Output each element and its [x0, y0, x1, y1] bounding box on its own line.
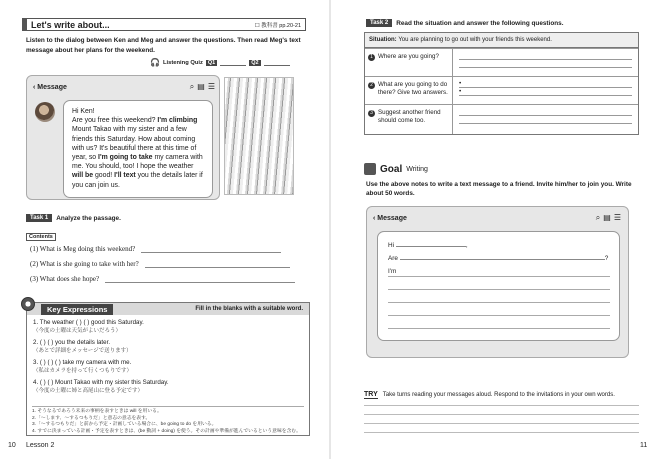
letter-greeting	[388, 242, 468, 249]
question-text: (1) What is Meg doing this weekend?	[30, 245, 136, 253]
question-row	[30, 260, 290, 268]
headphones-icon: 🎧	[150, 58, 160, 67]
ke-en: 3. ( ) ( ) ( ) take my camera with me.	[33, 359, 132, 366]
message-seg-9: you the details later if you can join us.	[72, 172, 203, 189]
try-tag: TRY	[364, 391, 378, 398]
situation-text: You are planning to go out with your friends this weekend.	[398, 37, 552, 43]
listening-quiz	[150, 58, 290, 67]
section-title-bar	[22, 18, 306, 31]
answer-line[interactable]	[459, 116, 632, 124]
goal-sub: Writing	[406, 165, 428, 173]
forest-photo	[224, 77, 294, 195]
phone-header	[373, 213, 621, 223]
page-number-left: 10	[8, 442, 16, 449]
name-blank[interactable]	[396, 246, 466, 247]
key-expression-item	[33, 359, 132, 375]
writing-line[interactable]	[388, 315, 610, 316]
message-seg-7: good!	[93, 172, 115, 180]
key-note: 3.「～するつもりだ」と前から予定・計画している場合に、be going to do を用いる。	[32, 422, 217, 428]
key-expression-item	[33, 319, 144, 335]
key-note: 2.「～します、～するつもりだ」と意志の意志を表す。	[32, 415, 151, 421]
letter-word: Hi	[388, 242, 395, 249]
letter-word: Are	[388, 255, 398, 262]
table-row	[365, 48, 638, 76]
letter-question	[388, 255, 608, 262]
menu-icon[interactable]: ☰	[207, 82, 215, 91]
phone-label: Message	[37, 83, 67, 91]
question-text: (2) What is she going to take with her?	[30, 260, 139, 268]
key-notes	[32, 406, 304, 435]
phone-label: Message	[377, 214, 407, 222]
try-line[interactable]	[364, 432, 639, 433]
document-icon[interactable]: ▤	[197, 82, 205, 91]
intro-text: Listen to the dialog between Ken and Meg and answer the questions. Then read Meg's text message about her plans for the weekend.	[26, 37, 301, 54]
search-icon[interactable]: ⌕	[595, 213, 601, 222]
page-number-right: 11	[640, 442, 648, 449]
question-text: Where are you going?	[378, 53, 439, 60]
situation-row	[365, 33, 638, 48]
q1-tag: Q1	[207, 59, 216, 66]
writing-phone	[366, 206, 629, 358]
key-expression-item	[33, 379, 169, 395]
goal-title: Goal	[380, 163, 403, 175]
answer-line[interactable]: •	[459, 88, 632, 96]
message-seg-8: I'll text	[114, 172, 136, 180]
table-question	[365, 77, 453, 104]
contents-label: Contents	[26, 233, 56, 241]
message-phone	[26, 75, 220, 200]
ke-ja: （あとで詳細をメッセージで送ります）	[33, 348, 132, 354]
section-title: Let's write about...	[31, 19, 110, 30]
person-icon	[364, 163, 376, 175]
ke-en: 1. The weather ( ) ( ) good this Saturday.	[33, 319, 144, 326]
phone-header	[33, 82, 215, 92]
answer-line[interactable]	[459, 60, 632, 68]
key-note: 4. すでに決まっている計画・予定を表すときは、(be 動詞 + doing) を使う。その計画や準備が進んでいるという意味を含む。	[32, 428, 301, 434]
task2-text: Read the situation and answer the following questions.	[396, 19, 564, 27]
search-icon[interactable]: ⌕	[189, 82, 195, 91]
key-expressions-header	[27, 303, 309, 315]
question-text: (3) What does she hope?	[30, 275, 100, 283]
try-text: Take turns reading your messages aloud. Respond to the invitations in your own words.	[382, 392, 615, 398]
answer-line[interactable]	[145, 260, 290, 268]
goal-heading	[364, 163, 428, 175]
back-chevron-icon[interactable]: ‹	[373, 214, 376, 222]
question-number: 2	[368, 82, 375, 89]
phone-title	[373, 215, 407, 222]
try-line[interactable]	[364, 414, 639, 415]
question-number: 3	[368, 110, 375, 117]
key-expression-item	[33, 339, 132, 355]
try-line[interactable]	[364, 405, 639, 406]
question-row	[30, 245, 281, 253]
q2-tag: Q2	[251, 59, 259, 66]
ke-ja: （私はカメラを持って行くつもりです）	[33, 368, 133, 374]
table-row	[365, 76, 638, 104]
message-seg-1: Are you free this weekend?	[72, 117, 158, 125]
message-seg-4: I'm going to take	[98, 154, 153, 162]
try-line[interactable]	[364, 423, 639, 424]
key-expressions-title: Key Expressions	[41, 304, 113, 315]
message-line-0: Hi Ken!	[72, 108, 95, 115]
q2-answer-line[interactable]	[264, 59, 290, 66]
textbook-reference: ☐ 教科書 pp.20-21	[254, 22, 301, 29]
task1-text: Analyze the passage.	[56, 214, 121, 222]
listening-quiz-label: Listening Quiz	[162, 59, 203, 66]
letter-im: I'm	[388, 268, 397, 275]
answer-line[interactable]	[141, 245, 281, 253]
task2-heading	[366, 19, 563, 27]
answer-cell[interactable]	[453, 49, 638, 76]
message-seg-3: Mount Takao with my sister and a few friends this Saturday. How about coming with us? It's beautiful there at this time of year, so	[72, 126, 197, 162]
ke-en: 2. ( ) ( ) you the details later.	[33, 339, 111, 346]
menu-icon[interactable]: ☰	[613, 213, 621, 222]
answer-line[interactable]	[459, 52, 632, 60]
writing-line[interactable]	[388, 289, 610, 290]
answer-line[interactable]	[105, 275, 295, 283]
document-icon[interactable]: ▤	[603, 213, 611, 222]
letter-qmark: ?	[604, 255, 609, 262]
ke-ja: （今度の土曜は天気がよいだろう）	[33, 328, 122, 334]
question-text: Suggest another friend should come too.	[378, 109, 441, 124]
goal-instructions: Use the above notes to write a text message to a friend. Invite him/her to join you. Write about 50 words.	[366, 181, 632, 197]
q1-answer-line[interactable]	[220, 59, 246, 66]
situation-label: Situation:	[369, 37, 397, 43]
key-expressions-instruction: Fill in the blanks with a suitable word.	[195, 306, 303, 312]
writing-line[interactable]	[388, 328, 610, 329]
message-seg-5: my camera with me. You should, too! I hope the weather	[72, 154, 203, 171]
key-expressions-box	[26, 302, 310, 436]
table-question	[365, 105, 453, 134]
message-seg-2: I'm climbing	[157, 117, 198, 125]
situation-table	[364, 32, 639, 135]
task2-label: Task 2	[366, 19, 392, 27]
back-chevron-icon[interactable]: ‹	[33, 83, 36, 91]
lesson-label: Lesson 2	[26, 442, 55, 449]
try-section	[364, 391, 615, 399]
message-seg-6: will be	[72, 172, 94, 180]
writing-line[interactable]	[388, 302, 610, 303]
question-text: What are you going to do there? Give two answers.	[378, 81, 448, 96]
answer-line[interactable]: •	[459, 80, 632, 88]
table-row	[365, 104, 638, 134]
answer-cell[interactable]	[453, 105, 638, 134]
globe-icon	[21, 297, 35, 311]
ke-en: 4. ( ) ( ) Mount Takao with my sister this Saturday.	[33, 379, 169, 386]
task1-label: Task 1	[26, 214, 52, 222]
avatar	[35, 102, 55, 122]
page-gutter	[329, 0, 331, 459]
answer-line[interactable]	[459, 108, 632, 116]
letter-comma: ,	[465, 242, 468, 249]
message-bubble	[63, 100, 213, 198]
question-row	[30, 275, 295, 283]
writing-area[interactable]	[377, 231, 620, 341]
task1-heading	[26, 214, 121, 222]
writing-line[interactable]	[388, 276, 610, 277]
key-note: 1. そうなるであろう未来の事柄を表すときは will を用いる。	[32, 409, 162, 414]
question-number: 1	[368, 54, 375, 61]
question-blank[interactable]	[400, 259, 605, 260]
phone-title	[33, 84, 67, 91]
ke-ja: （今度の土曜に姉と高尾山に登る予定です）	[33, 388, 144, 394]
table-question	[365, 49, 453, 76]
answer-cell[interactable]	[453, 77, 638, 104]
